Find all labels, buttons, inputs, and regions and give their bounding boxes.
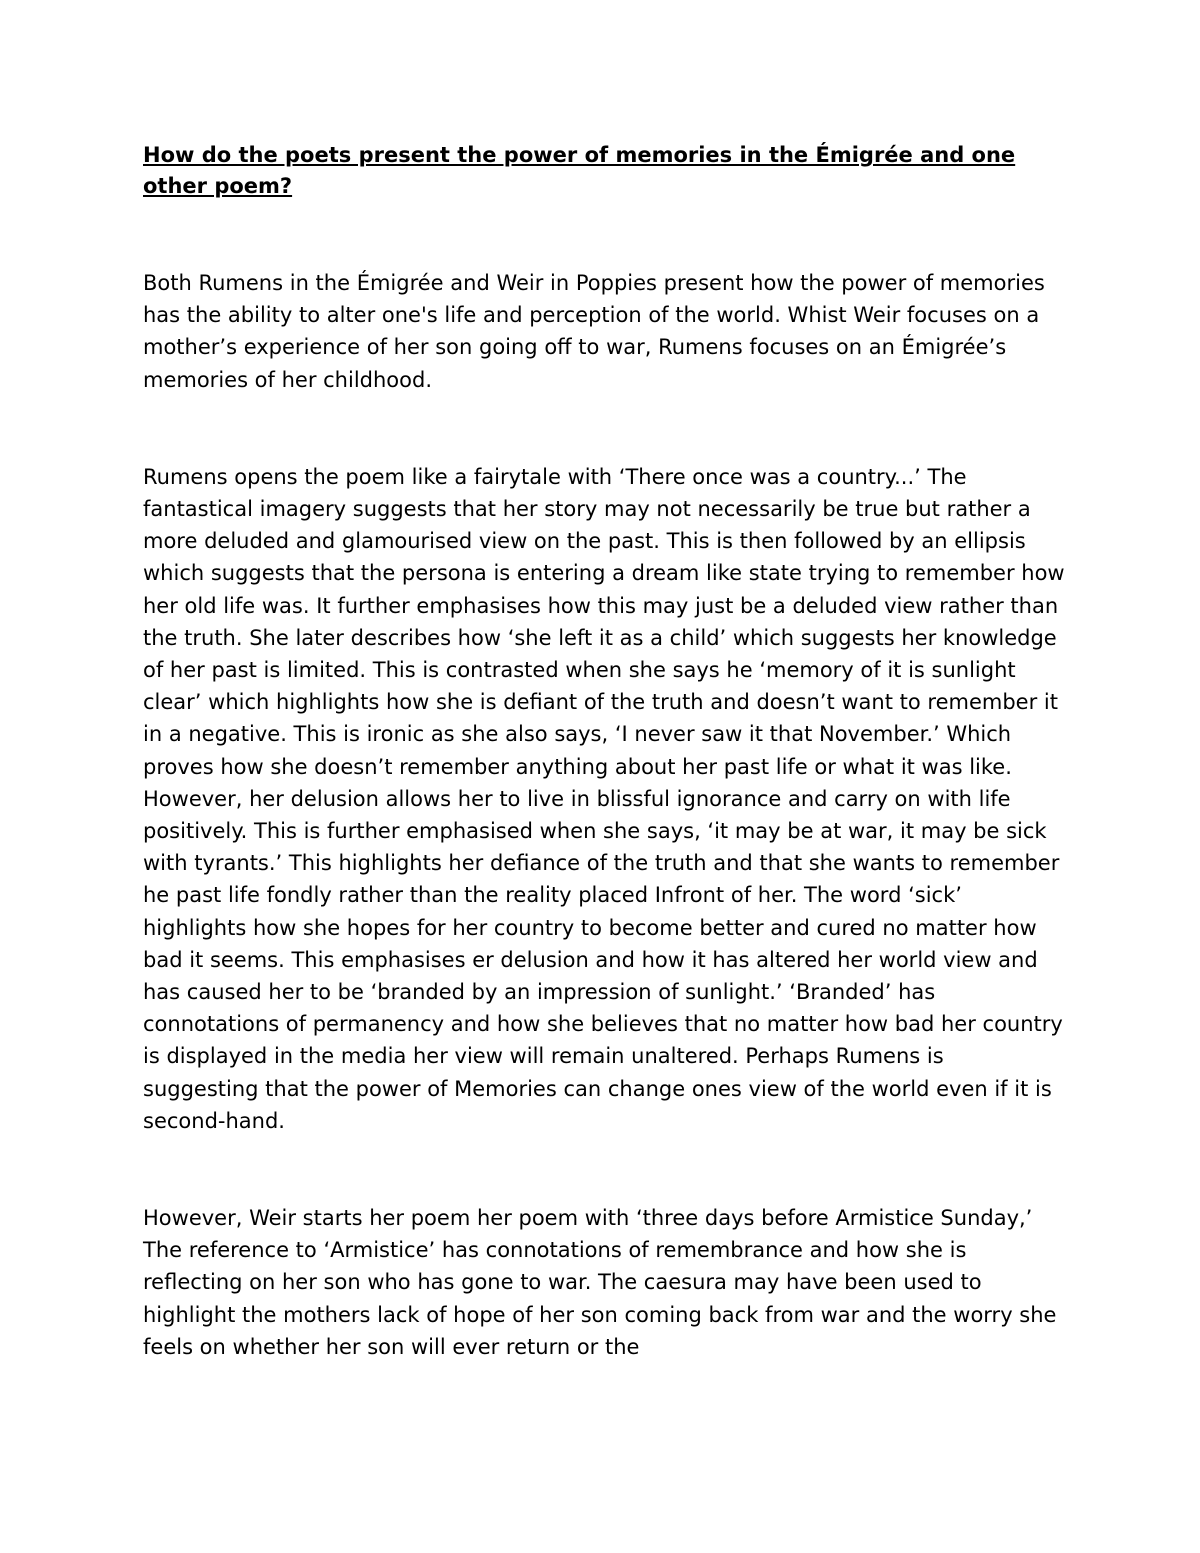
document-body <box>143 140 1065 1363</box>
paragraph-intro: Both Rumens in the Émigrée and Weir in Poppies present how the power of memories has the ability to alter one's life and perception of the world. Whist Weir focuses on a mother’s experience of her son going off to war, Rumens focuses on an Émigrée’s memories of her childhood. <box>143 271 1045 392</box>
paragraph-emigree-analysis: Rumens opens the poem like a fairytale with ‘There once was a country...’ The fantastical imagery suggests that her story may not necessarily be true but rather a more deluded and glamourised view on the past. This is then followed by an ellipsis which suggests that the persona is entering a dream like state trying to remember how her old life was. It further emphasises how this may just be a deluded view rather than the truth. She later describes how ‘she left it as a child’ which suggests her knowledge of her past is limited. This is contrasted when she says he ‘memory of it is sunlight clear’ which highlights how she is defiant of the truth and doesn’t want to remember it in a negative. This is ironic as she also says, ‘I never saw it that November.’ Which proves how she doesn’t remember anything about her past life or what it was like. However, her delusion allows her to live in blissful ignorance and carry on with life positively. This is further emphasised when she says, ‘it may be at war, it may be sick with tyrants.’ This highlights her defiance of the truth and that she wants to remember he past life fondly rather than the reality placed Infront of her. The word ‘sick’ highlights how she hopes for her country to become better and cured no matter how bad it seems. This emphasises er delusion and how it has altered her world view and has caused her to be ‘branded by an impression of sunlight.’ ‘Branded’ has connotations of permanency and how she believes that no matter how bad her country is displayed in the media her view will remain unaltered. Perhaps Rumens is suggesting that the power of Memories can change ones view of the world even if it is second-hand. <box>143 464 1065 1133</box>
paragraph-poppies-analysis: However, Weir starts her poem her poem with ‘three days before Armistice Sunday,’ The reference to ‘Armistice’ has connotations of remembrance and how she is reflecting on her son who has gone to war. The caesura may have been used to highlight the mothers lack of hope of her son coming back from war and the worry she feels on whether her son will ever return or the <box>143 1206 1057 1359</box>
essay-title: How do the poets present the power of memories in the Émigrée and one other poem? <box>143 143 1016 198</box>
